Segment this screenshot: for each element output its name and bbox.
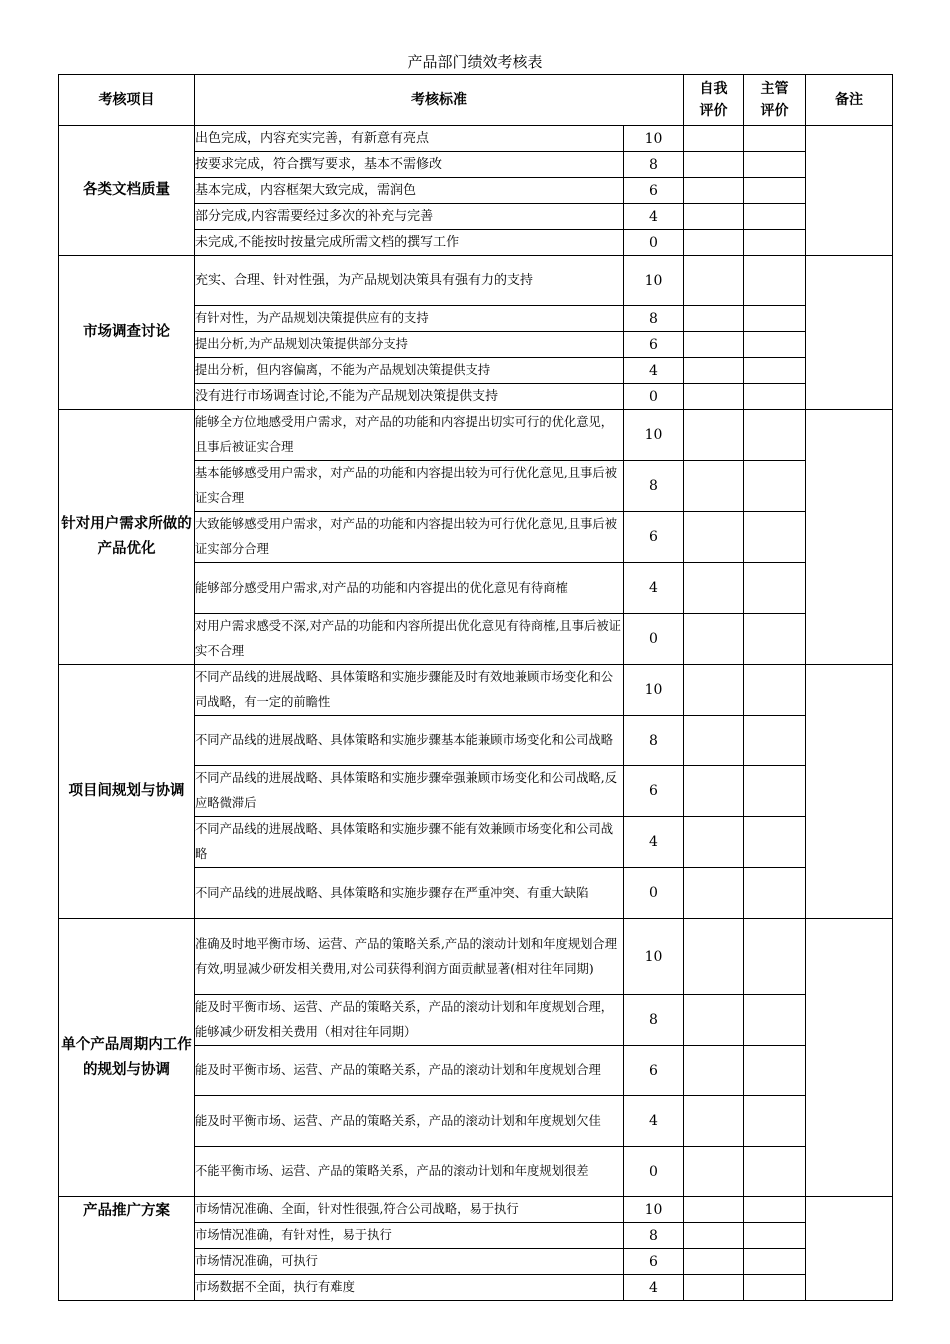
score-cell: 4: [624, 817, 684, 868]
supervisor-eval-cell[interactable]: [744, 614, 806, 665]
criterion-cell: 基本能够感受用户需求，对产品的功能和内容提出较为可行优化意见,且事后被证实合理: [195, 461, 624, 512]
remarks-cell[interactable]: [806, 126, 893, 256]
criterion-cell: 基本完成，内容框架大致完成，需润色: [195, 178, 624, 204]
score-cell: 0: [624, 230, 684, 256]
supervisor-eval-cell[interactable]: [744, 1147, 806, 1197]
appraisal-table: [58, 74, 893, 1301]
section-name: 项目间规划与协调: [59, 665, 195, 919]
score-cell: 6: [624, 1249, 684, 1275]
criterion-cell: 不同产品线的进展战略、具体策略和实施步骤不能有效兼顾市场变化和公司战略: [195, 817, 624, 868]
criterion-cell: 充实、合理、针对性强，为产品规划决策具有强有力的支持: [195, 256, 624, 306]
criterion-cell: 出色完成，内容充实完善，有新意有亮点: [195, 126, 624, 152]
supervisor-eval-cell[interactable]: [744, 1096, 806, 1147]
score-cell: 6: [624, 178, 684, 204]
supervisor-eval-cell[interactable]: [744, 332, 806, 358]
criterion-cell: 不同产品线的进展战略、具体策略和实施步骤牵强兼顾市场变化和公司战略,反应略微滞后: [195, 766, 624, 817]
criterion-cell: 大致能够感受用户需求，对产品的功能和内容提出较为可行优化意见,且事后被证实部分合理: [195, 512, 624, 563]
criterion-cell: 能及时平衡市场、运营、产品的策略关系，产品的滚动计划和年度规划合理: [195, 1046, 624, 1096]
self-eval-cell[interactable]: [684, 766, 744, 817]
criterion-cell: 市场情况准确，有针对性，易于执行: [195, 1223, 624, 1249]
score-cell: 8: [624, 716, 684, 766]
criterion-cell: 市场情况准确、全面，针对性很强,符合公司战略，易于执行: [195, 1197, 624, 1223]
supervisor-eval-cell[interactable]: [744, 665, 806, 716]
supervisor-eval-cell[interactable]: [744, 868, 806, 919]
supervisor-eval-cell[interactable]: [744, 716, 806, 766]
score-cell: 6: [624, 1046, 684, 1096]
supervisor-eval-cell[interactable]: [744, 919, 806, 995]
criterion-cell: 不同产品线的进展战略、具体策略和实施步骤基本能兼顾市场变化和公司战略: [195, 716, 624, 766]
self-eval-cell[interactable]: [684, 1223, 744, 1249]
self-eval-cell[interactable]: [684, 204, 744, 230]
criterion-cell: 按要求完成，符合撰写要求，基本不需修改: [195, 152, 624, 178]
self-eval-cell[interactable]: [684, 358, 744, 384]
score-cell: 0: [624, 868, 684, 919]
self-eval-cell[interactable]: [684, 1275, 744, 1301]
criterion-cell: 市场数据不全面，执行有难度: [195, 1275, 624, 1301]
self-eval-cell[interactable]: [684, 995, 744, 1046]
score-cell: 0: [624, 384, 684, 410]
criterion-cell: 不同产品线的进展战略、具体策略和实施步骤能及时有效地兼顾市场变化和公司战略，有一定的前瞻性: [195, 665, 624, 716]
criterion-cell: 能及时平衡市场、运营、产品的策略关系，产品的滚动计划和年度规划合理，能够减少研发相关费用（相对往年同期）: [195, 995, 624, 1046]
criterion-cell: 未完成,不能按时按量完成所需文档的撰写工作: [195, 230, 624, 256]
score-cell: 10: [624, 256, 684, 306]
self-eval-cell[interactable]: [684, 256, 744, 306]
criterion-cell: 能及时平衡市场、运营、产品的策略关系，产品的滚动计划和年度规划欠佳: [195, 1096, 624, 1147]
supervisor-eval-cell[interactable]: [744, 204, 806, 230]
table-row: [59, 126, 893, 152]
criterion-cell: 不能平衡市场、运营、产品的策略关系，产品的滚动计划和年度规划很差: [195, 1147, 624, 1197]
criterion-cell: 提出分析,为产品规划决策提供部分支持: [195, 332, 624, 358]
self-eval-cell[interactable]: [684, 614, 744, 665]
self-eval-cell[interactable]: [684, 384, 744, 410]
header-criteria: 考核标准: [195, 75, 684, 126]
self-eval-cell[interactable]: [684, 512, 744, 563]
criterion-cell: 没有进行市场调查讨论,不能为产品规划决策提供支持: [195, 384, 624, 410]
section-name: 市场调查讨论: [59, 256, 195, 410]
score-cell: 10: [624, 919, 684, 995]
self-eval-cell[interactable]: [684, 919, 744, 995]
supervisor-eval-cell[interactable]: [744, 817, 806, 868]
criterion-cell: 对用户需求感受不深,对产品的功能和内容所提出优化意见有待商榷,且事后被证实不合理: [195, 614, 624, 665]
score-cell: 8: [624, 152, 684, 178]
score-cell: 6: [624, 512, 684, 563]
section-name: 各类文档质量: [59, 126, 195, 256]
self-eval-cell[interactable]: [684, 332, 744, 358]
criterion-cell: 不同产品线的进展战略、具体策略和实施步骤存在严重冲突、有重大缺陷: [195, 868, 624, 919]
table-row: [59, 919, 893, 995]
table-row: [59, 256, 893, 306]
self-eval-cell[interactable]: [684, 716, 744, 766]
self-eval-cell[interactable]: [684, 230, 744, 256]
score-cell: 6: [624, 332, 684, 358]
header-item: 考核项目: [59, 75, 195, 126]
supervisor-eval-cell[interactable]: [744, 766, 806, 817]
table-row: [59, 665, 893, 716]
score-cell: 10: [624, 665, 684, 716]
criterion-cell: 能够全方位地感受用户需求，对产品的功能和内容提出切实可行的优化意见，且事后被证实合理: [195, 410, 624, 461]
header-remarks: 备注: [806, 75, 893, 126]
score-cell: 10: [624, 1197, 684, 1223]
remarks-cell[interactable]: [806, 919, 893, 1197]
self-eval-cell[interactable]: [684, 1197, 744, 1223]
supervisor-eval-cell[interactable]: [744, 358, 806, 384]
supervisor-eval-cell[interactable]: [744, 384, 806, 410]
criterion-cell: 市场情况准确，可执行: [195, 1249, 624, 1275]
score-cell: 0: [624, 614, 684, 665]
self-eval-cell[interactable]: [684, 410, 744, 461]
section-name: 产品推广方案: [59, 1197, 195, 1301]
section-name: 针对用户需求所做的产品优化: [59, 410, 195, 665]
supervisor-eval-cell[interactable]: [744, 1223, 806, 1249]
supervisor-eval-cell[interactable]: [744, 178, 806, 204]
self-eval-cell[interactable]: [684, 817, 744, 868]
self-eval-cell[interactable]: [684, 178, 744, 204]
supervisor-eval-cell[interactable]: [744, 512, 806, 563]
remarks-cell[interactable]: [806, 410, 893, 665]
score-cell: 8: [624, 995, 684, 1046]
supervisor-eval-cell[interactable]: [744, 1197, 806, 1223]
self-eval-cell[interactable]: [684, 868, 744, 919]
score-cell: 4: [624, 1096, 684, 1147]
criterion-cell: 部分完成,内容需要经过多次的补充与完善: [195, 204, 624, 230]
score-cell: 8: [624, 461, 684, 512]
header-supervisor-eval: 主管 评价: [744, 75, 806, 126]
self-eval-cell[interactable]: [684, 1046, 744, 1096]
score-cell: 6: [624, 766, 684, 817]
supervisor-eval-cell[interactable]: [744, 126, 806, 152]
criterion-cell: 准确及时地平衡市场、运营、产品的策略关系,产品的滚动计划和年度规划合理有效,明显减少研发相关费用,对公司获得利润方面贡献显著(相对往年同期): [195, 919, 624, 995]
supervisor-eval-cell[interactable]: [744, 152, 806, 178]
score-cell: 8: [624, 306, 684, 332]
criterion-cell: 提出分析，但内容偏离，不能为产品规划决策提供支持: [195, 358, 624, 384]
self-eval-cell[interactable]: [684, 665, 744, 716]
supervisor-eval-cell[interactable]: [744, 256, 806, 306]
score-cell: 8: [624, 1223, 684, 1249]
remarks-cell[interactable]: [806, 1197, 893, 1301]
self-eval-cell[interactable]: [684, 563, 744, 614]
score-cell: 4: [624, 358, 684, 384]
form-title: 产品部门绩效考核表: [407, 53, 543, 71]
self-eval-cell[interactable]: [684, 1249, 744, 1275]
self-eval-cell[interactable]: [684, 461, 744, 512]
score-cell: 4: [624, 563, 684, 614]
remarks-cell[interactable]: [806, 256, 893, 410]
score-cell: 4: [624, 204, 684, 230]
table-row: [59, 1197, 893, 1223]
criterion-cell: 能够部分感受用户需求,对产品的功能和内容提出的优化意见有待商榷: [195, 563, 624, 614]
score-cell: 10: [624, 410, 684, 461]
criterion-cell: 有针对性，为产品规划决策提供应有的支持: [195, 306, 624, 332]
table-row: [59, 410, 893, 461]
supervisor-eval-cell[interactable]: [744, 563, 806, 614]
self-eval-cell[interactable]: [684, 1147, 744, 1197]
self-eval-cell[interactable]: [684, 152, 744, 178]
supervisor-eval-cell[interactable]: [744, 410, 806, 461]
supervisor-eval-cell[interactable]: [744, 230, 806, 256]
supervisor-eval-cell[interactable]: [744, 306, 806, 332]
header-self-eval: 自我 评价: [684, 75, 744, 126]
self-eval-cell[interactable]: [684, 306, 744, 332]
supervisor-eval-cell[interactable]: [744, 1249, 806, 1275]
score-cell: 4: [624, 1275, 684, 1301]
score-cell: 10: [624, 126, 684, 152]
self-eval-cell[interactable]: [684, 126, 744, 152]
supervisor-eval-cell[interactable]: [744, 1046, 806, 1096]
remarks-cell[interactable]: [806, 665, 893, 919]
header-row: [59, 75, 893, 126]
self-eval-cell[interactable]: [684, 1096, 744, 1147]
supervisor-eval-cell[interactable]: [744, 461, 806, 512]
section-name: 单个产品周期内工作的规划与协调: [59, 919, 195, 1197]
supervisor-eval-cell[interactable]: [744, 995, 806, 1046]
supervisor-eval-cell[interactable]: [744, 1275, 806, 1301]
score-cell: 0: [624, 1147, 684, 1197]
